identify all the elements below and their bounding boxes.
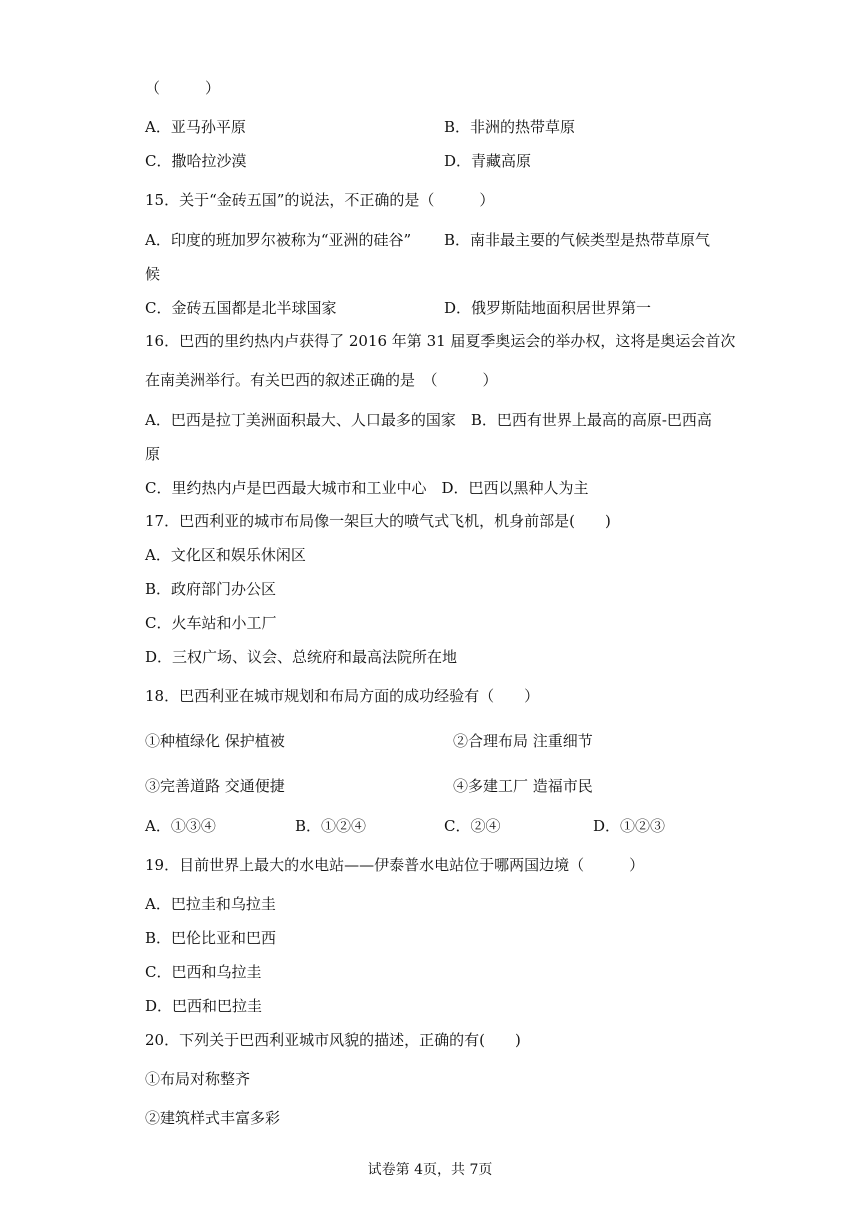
q17-option-a: A．文化区和娱乐休闲区 <box>145 546 306 564</box>
q14-option-a: A．亚马孙平原 <box>145 118 246 136</box>
q18-item-2: ②合理布局 注重细节 <box>453 732 593 750</box>
q19-option-a: A．巴拉圭和乌拉圭 <box>145 895 276 913</box>
q19-option-c: C．巴西和乌拉圭 <box>145 963 262 981</box>
q20-item-1: ①布局对称整齐 <box>145 1070 251 1088</box>
q15-option-b-line2: 候 <box>145 265 161 283</box>
q17-option-d: D．三权广场、议会、总统府和最高法院所在地 <box>145 648 458 666</box>
q18-item-1: ①种植绿化 保护植被 <box>145 732 285 750</box>
q20-item-2: ②建筑样式丰富多彩 <box>145 1109 281 1127</box>
q17-option-b: B．政府部门办公区 <box>145 580 277 598</box>
q16-stem-line2: 在南美洲举行。有关巴西的叙述正确的是 （ ） <box>145 371 498 389</box>
q18-option-c: C．②④ <box>444 817 501 835</box>
q17-option-c: C．火车站和小工厂 <box>145 614 277 632</box>
q18-option-b: B．①②④ <box>295 817 367 835</box>
q18-option-d: D．①②③ <box>593 817 666 835</box>
q15-option-a: A．印度的班加罗尔被称为“亚洲的硅谷” <box>145 231 412 249</box>
q19-option-b: B．巴伦比亚和巴西 <box>145 929 277 947</box>
q14-option-b: B．非洲的热带草原 <box>444 118 576 136</box>
q15-stem: 15．关于“金砖五国”的说法，不正确的是（ ） <box>145 191 495 209</box>
q18-stem: 18．巴西利亚在城市规划和布局方面的成功经验有（ ） <box>145 687 540 705</box>
q19-option-d: D．巴西和巴拉圭 <box>145 997 263 1015</box>
q14-stem-tail: （ ） <box>145 79 221 97</box>
q19-stem: 19．目前世界上最大的水电站——伊泰普水电站位于哪两国边境（ ） <box>145 856 645 874</box>
q18-item-3: ③完善道路 交通便捷 <box>145 777 285 795</box>
q16-options-ab-line2: 原 <box>145 445 161 463</box>
q16-options-cd: C．里约热内卢是巴西最大城市和工业中心 D．巴西以黑种人为主 <box>145 479 589 497</box>
q20-stem: 20．下列关于巴西利亚城市风貌的描述，正确的有( ) <box>145 1031 521 1049</box>
q15-option-b-line1: B．南非最主要的气候类型是热带草原气 <box>444 231 711 249</box>
q18-option-a: A．①③④ <box>145 817 216 835</box>
q17-stem: 17．巴西利亚的城市布局像一架巨大的喷气式飞机，机身前部是( ) <box>145 512 611 530</box>
q16-stem-line1: 16．巴西的里约热内卢获得了 2016 年第 31 届夏季奥运会的举办权，这将是奥运会首次 <box>145 332 736 350</box>
q16-options-ab-line1: A．巴西是拉丁美洲面积最大、人口最多的国家 B．巴西有世界上最高的高原-巴西高 <box>145 411 712 429</box>
q18-item-4: ④多建工厂 造福市民 <box>453 777 593 795</box>
q14-option-d: D．青藏高原 <box>444 152 532 170</box>
q15-option-c: C．金砖五国都是北半球国家 <box>145 299 337 317</box>
q15-option-d: D．俄罗斯陆地面积居世界第一 <box>444 299 652 317</box>
q14-option-c: C．撒哈拉沙漠 <box>145 152 247 170</box>
page-footer: 试卷第 4页，共 7页 <box>367 1162 493 1178</box>
